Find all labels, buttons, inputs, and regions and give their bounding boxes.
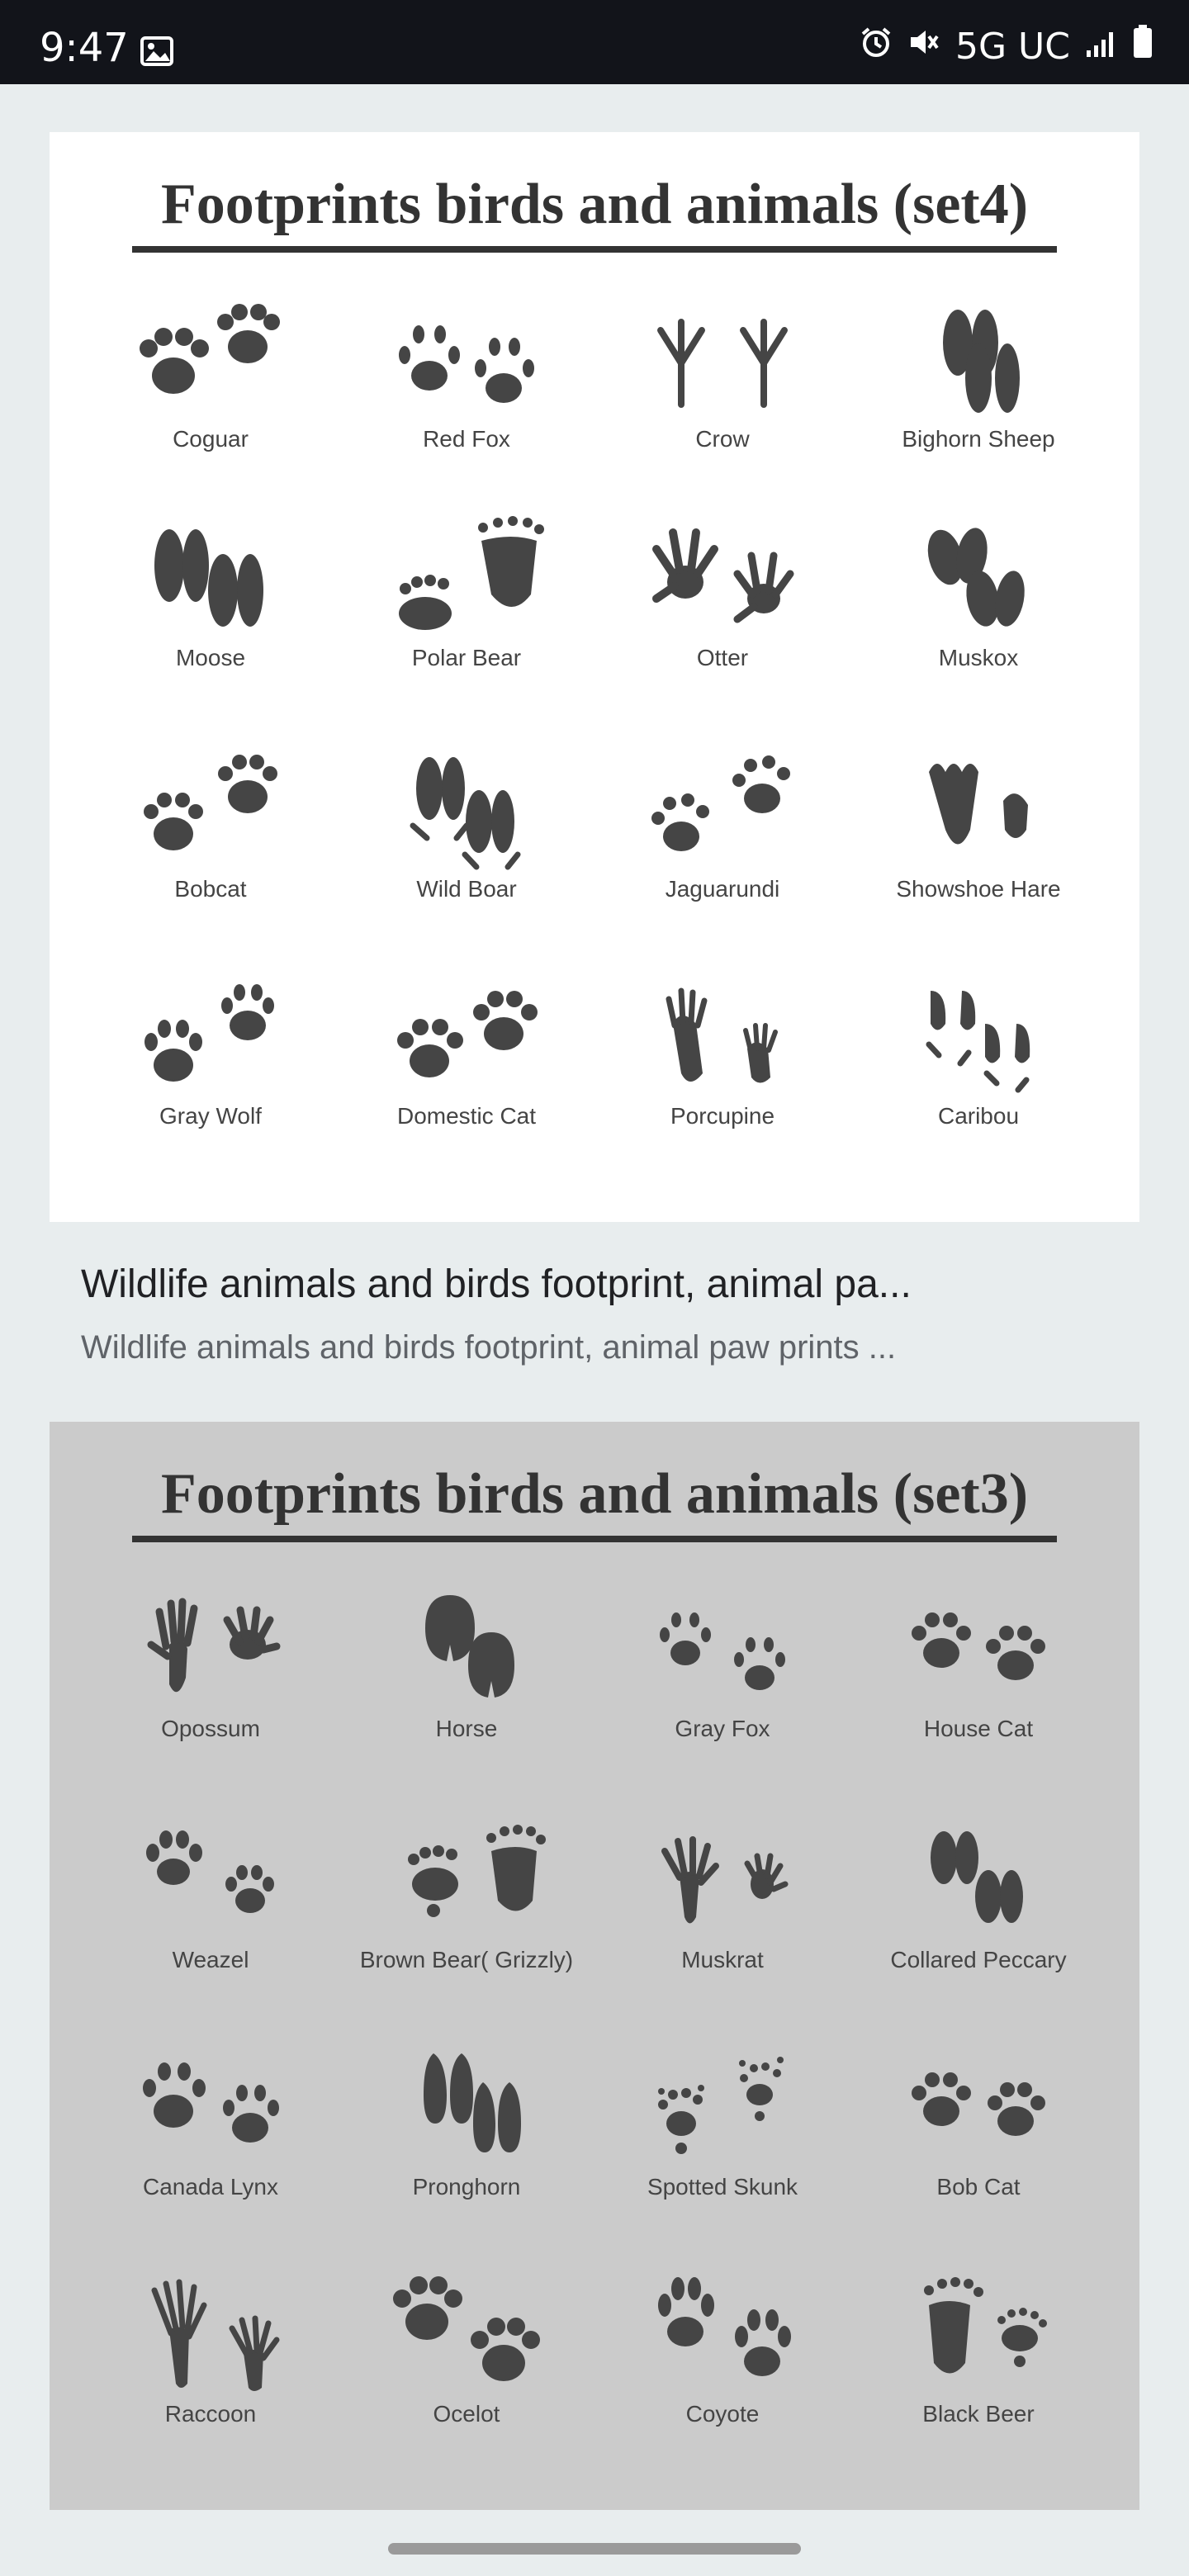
footprint-item	[83, 297, 339, 452]
footprint-item	[339, 2045, 594, 2200]
image-result-set3[interactable]	[50, 1422, 1139, 2510]
image-heading: Footprints birds and animals (set4)	[132, 172, 1057, 253]
footprint-item	[594, 1587, 850, 1742]
footprint-item	[594, 516, 850, 671]
footprint-label: Horse	[435, 1716, 498, 1741]
footprint-label: Ocelot	[433, 2401, 500, 2427]
battery-icon	[1133, 25, 1153, 69]
footprint-label: Brown Bear( Grizzly)	[359, 1947, 574, 1972]
footprint-label: Bobcat	[174, 876, 247, 902]
footprint-item	[83, 1818, 339, 1973]
footprint-label: Canada Lynx	[143, 2174, 278, 2200]
footprint-item	[339, 516, 594, 671]
footprint-label: Muskrat	[681, 1947, 764, 1972]
status-time: 9:47	[40, 25, 129, 71]
footprint-item	[83, 2272, 339, 2427]
footprint-label: Jaguarundi	[665, 876, 780, 902]
footprint-item	[850, 297, 1106, 452]
footprint-label: Crow	[695, 426, 750, 452]
footprint-item	[850, 2045, 1106, 2200]
footprint-label: Bob Cat	[936, 2174, 1021, 2200]
footprint-item	[83, 2045, 339, 2200]
footprint-label: Wild Boar	[416, 876, 517, 902]
footprint-item	[83, 516, 339, 671]
footprint-item	[339, 1587, 594, 1742]
footprint-label: Pronghorn	[412, 2174, 521, 2200]
footprint-item	[594, 974, 850, 1129]
footprint-label: Coyote	[685, 2401, 760, 2427]
footprint-label: Porcupine	[670, 1103, 775, 1129]
footprint-label: Caribou	[937, 1103, 1020, 1129]
home-gesture-bar[interactable]	[388, 2543, 801, 2555]
footprint-item	[850, 974, 1106, 1129]
footprint-label: Muskox	[938, 645, 1019, 670]
footprint-label: Spotted Skunk	[647, 2174, 798, 2200]
footprint-label: Red Fox	[423, 426, 510, 452]
signal-icon	[1085, 26, 1118, 68]
footprint-item	[339, 974, 594, 1129]
footprint-label: Showshoe Hare	[896, 876, 1061, 902]
footprint-item	[594, 1818, 850, 1973]
alarm-icon	[860, 26, 893, 68]
footprint-label: Moose	[175, 645, 246, 670]
footprint-label: Black Beer	[922, 2401, 1035, 2427]
footprint-item	[83, 974, 339, 1129]
footprint-label: House Cat	[923, 1716, 1034, 1741]
footprint-item	[594, 2272, 850, 2427]
footprint-item	[594, 297, 850, 452]
network-label: 5G UC	[955, 26, 1070, 68]
footprint-label: Otter	[696, 645, 749, 670]
footprint-item	[339, 297, 594, 452]
gallery-notification-icon	[140, 36, 173, 70]
footprint-label: Coguar	[173, 426, 249, 452]
footprint-item	[339, 1818, 594, 1973]
image-heading: Footprints birds and animals (set3)	[132, 1461, 1057, 1542]
footprint-item	[594, 747, 850, 902]
footprint-item	[339, 2272, 594, 2427]
footprint-label: Raccoon	[164, 2401, 257, 2427]
mute-icon	[907, 26, 940, 68]
image-result-set4[interactable]	[50, 132, 1139, 1222]
footprint-label: Collared Peccary	[890, 1947, 1067, 1972]
footprint-item	[594, 2045, 850, 2200]
footprint-label: Gray Fox	[675, 1716, 770, 1741]
footprint-label: Polar Bear	[411, 645, 522, 670]
footprint-item	[850, 1587, 1106, 1742]
footprint-label: Opossum	[161, 1716, 260, 1741]
footprint-item	[850, 516, 1106, 671]
footprint-label: Domestic Cat	[396, 1103, 537, 1129]
footprint-item	[83, 747, 339, 902]
result-title[interactable]: Wildlife animals and birds footprint, animal pa...	[81, 1262, 912, 1306]
footprint-item	[850, 2272, 1106, 2427]
footprint-label: Bighorn Sheep	[902, 426, 1055, 452]
footprint-label: Gray Wolf	[159, 1103, 262, 1129]
footprint-item	[850, 1818, 1106, 1973]
footprint-label: Weazel	[172, 1947, 249, 1972]
footprint-item	[850, 747, 1106, 902]
status-bar	[0, 0, 1189, 84]
footprint-item	[339, 747, 594, 902]
footprint-item	[83, 1587, 339, 1742]
result-source[interactable]: Wildlife animals and birds footprint, animal paw prints ...	[81, 1329, 897, 1366]
